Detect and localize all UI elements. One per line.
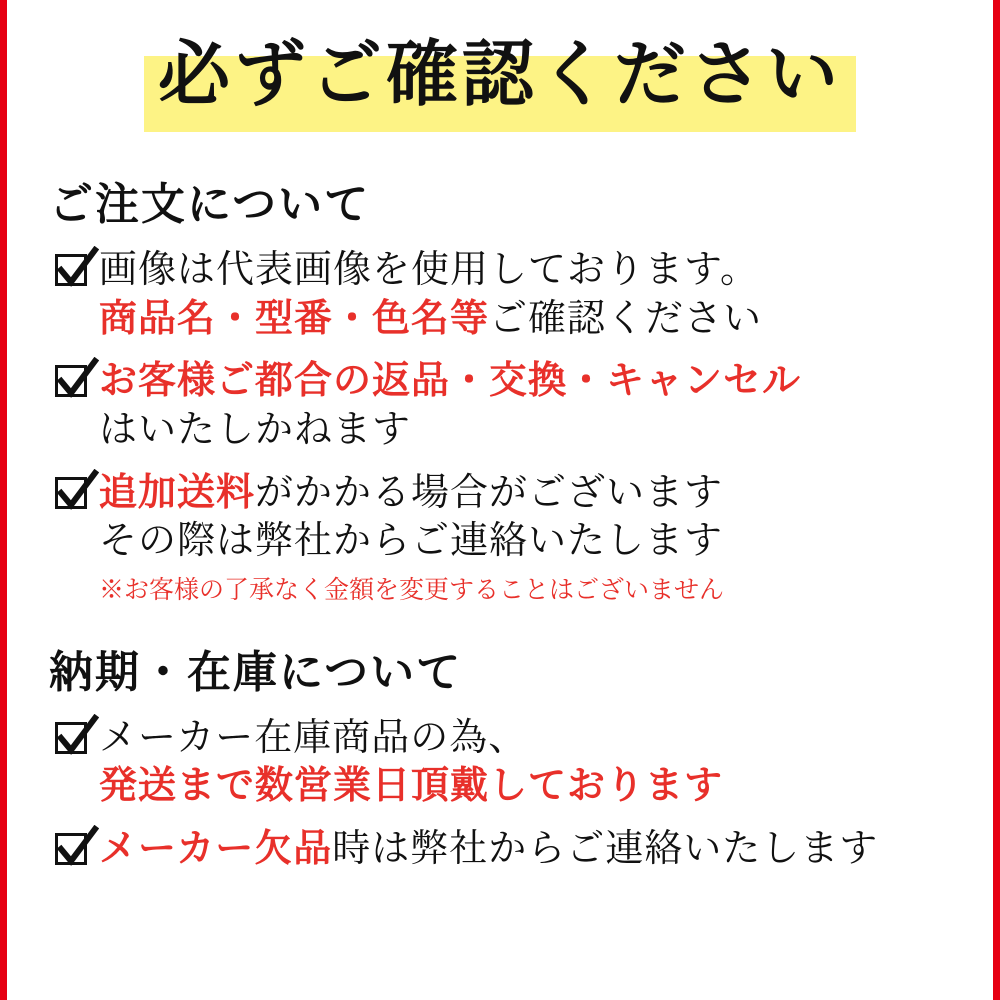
title-block xyxy=(7,30,993,140)
list-item-lines xyxy=(99,469,993,606)
page-title-text: 必ずご確認ください xyxy=(157,35,842,115)
list-item-line xyxy=(99,295,993,344)
line-text: 時は弊社からご連絡いたします xyxy=(332,828,879,870)
list-item-line: その際は弊社からご連絡いたします xyxy=(99,520,724,563)
list-item-lines xyxy=(99,825,993,874)
list-item-line xyxy=(99,246,993,295)
list-item-line: 発送まで数営業日頂戴しております xyxy=(99,765,724,808)
list-item-line: お客様ご都合の返品・交換・キャンセル xyxy=(99,360,802,403)
list-item xyxy=(53,469,993,606)
section-heading-delivery: 納期・在庫について xyxy=(49,647,463,697)
list-item-line xyxy=(99,825,993,874)
line-text: がかかる場合がございます xyxy=(255,471,724,514)
list-item xyxy=(53,825,993,874)
checkmark-icon xyxy=(53,252,93,292)
list-item-line xyxy=(99,469,993,518)
list-item-line: はいたしかねます xyxy=(99,408,412,451)
section-heading-order: ご注文について xyxy=(49,180,371,229)
line-text-red: メーカー欠品 xyxy=(99,828,333,870)
list-item-note: ※お客様の了承なく金額を変更することはございません xyxy=(99,576,725,604)
checkmark-icon xyxy=(53,720,93,760)
list-item-lines xyxy=(99,246,993,343)
checkmark-icon xyxy=(53,475,93,515)
checkmark-icon xyxy=(53,363,93,403)
checkmark-icon xyxy=(53,831,93,871)
list-item xyxy=(53,714,993,811)
line-text: ご確認ください xyxy=(489,297,763,340)
list-item xyxy=(53,246,993,343)
page-title xyxy=(144,30,856,125)
line-text: 画像は代表画像を使用しております。 xyxy=(99,249,759,291)
list-item-line: メーカー在庫商品の為、 xyxy=(99,716,528,759)
line-text-red: 商品名・型番・色名等 xyxy=(99,297,490,340)
notice-content xyxy=(7,0,993,1000)
line-text-red: 追加送料 xyxy=(99,471,256,514)
list-item-lines xyxy=(99,714,993,811)
list-item-lines xyxy=(99,357,993,454)
list-item xyxy=(53,357,993,454)
